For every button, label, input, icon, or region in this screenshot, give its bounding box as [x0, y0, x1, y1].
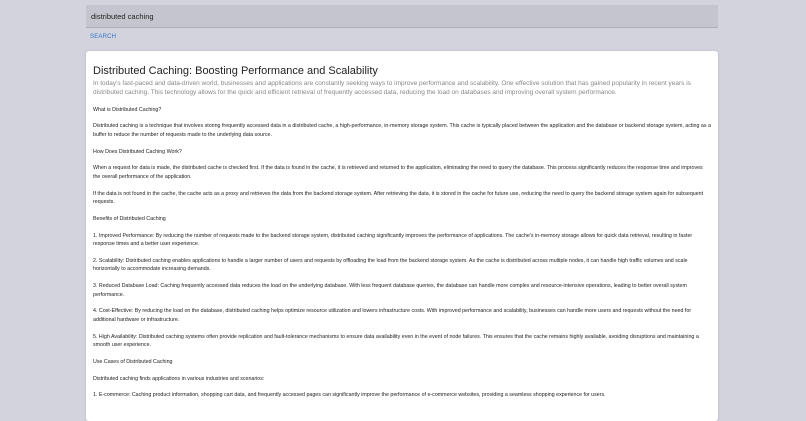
article-content: [86, 51, 718, 400]
search-bar: [86, 5, 718, 28]
article-card: [86, 51, 718, 421]
search-button[interactable]: SEARCH: [90, 34, 117, 40]
article-body: What is Distributed Caching? Distributed caching is a technique that involves storing frequently accessed data in a distributed cache, a high-performance, in-memory storage system. This cache is typically placed between the application and the database or backend storage system, acting as a buffer to reduce the number of requests made to the underlying data source. How Does Distributed Caching Work? When a request for data is made, the distributed cache is checked first. If the data is found in the cache, it is retrieved and returned to the application, eliminating the need to query the database. This process significantly reduces the response time and improves the overall performance of the application. If the data is not found in the cache, the cache acts as a proxy and retrieves the data from the backend storage system. After retrieving the data, it is stored in the cache for future use, reducing the need to query the backend storage system again for subsequent requests. Benefits of Distributed Caching 1. Improved Performance: By reducing the number of requests made to the backend storage system, distributed caching significantly improves the performance of applications. The cache's in-memory storage allows for quick data retrieval, resulting in faster response times and a better user experience. 2. Scalability: Distributed caching enables applications to handle a larger number of users and requests by offloading the load from the backend storage system. As the cache is distributed across multiple nodes, it can handle high traffic volumes and scale horizontally to accommodate increasing demands. 3. Reduced Database Load: Caching frequently accessed data reduces the load on the underlying database. With less frequent database queries, the database can handle more complex and resource-intensive operations, leading to better overall system performance. 4. Cost-Effective: By reducing the load on the database, distributed caching helps optimize resource utilization and lowers infrastructure costs. With improved performance and scalability, businesses can handle more users and requests without the need for additional hardware or infrastructure. 5. High Availability: Distributed caching systems often provide replication and fault-tolerance mechanisms to ensure data availability even in the event of node failures. This ensures that the cache remains highly available, avoiding disruptions and maintaining a smooth user experience. Use Cases of Distributed Caching Distributed caching finds applications in various industries and scenarios: 1. E-commerce: Caching product information, shopping cart data, and frequently accessed pages can significantly improve the performance of e-commerce websites, providing a seamless shopping experience for users.: [93, 106, 711, 399]
article-title: Distributed Caching: Boosting Performance and Scalability: [93, 65, 378, 77]
article-intro: In today's fast-paced and data-driven world, businesses and applications are constantly seeking ways to improve performance and scalability. One effective solution that has gained popularity in recent years is distributed caching. This technology allows for the quick and efficient retrieval of frequently accessed data, reducing the load on databases and improving overall system performance.: [93, 80, 691, 97]
search-input[interactable]: [91, 9, 691, 23]
